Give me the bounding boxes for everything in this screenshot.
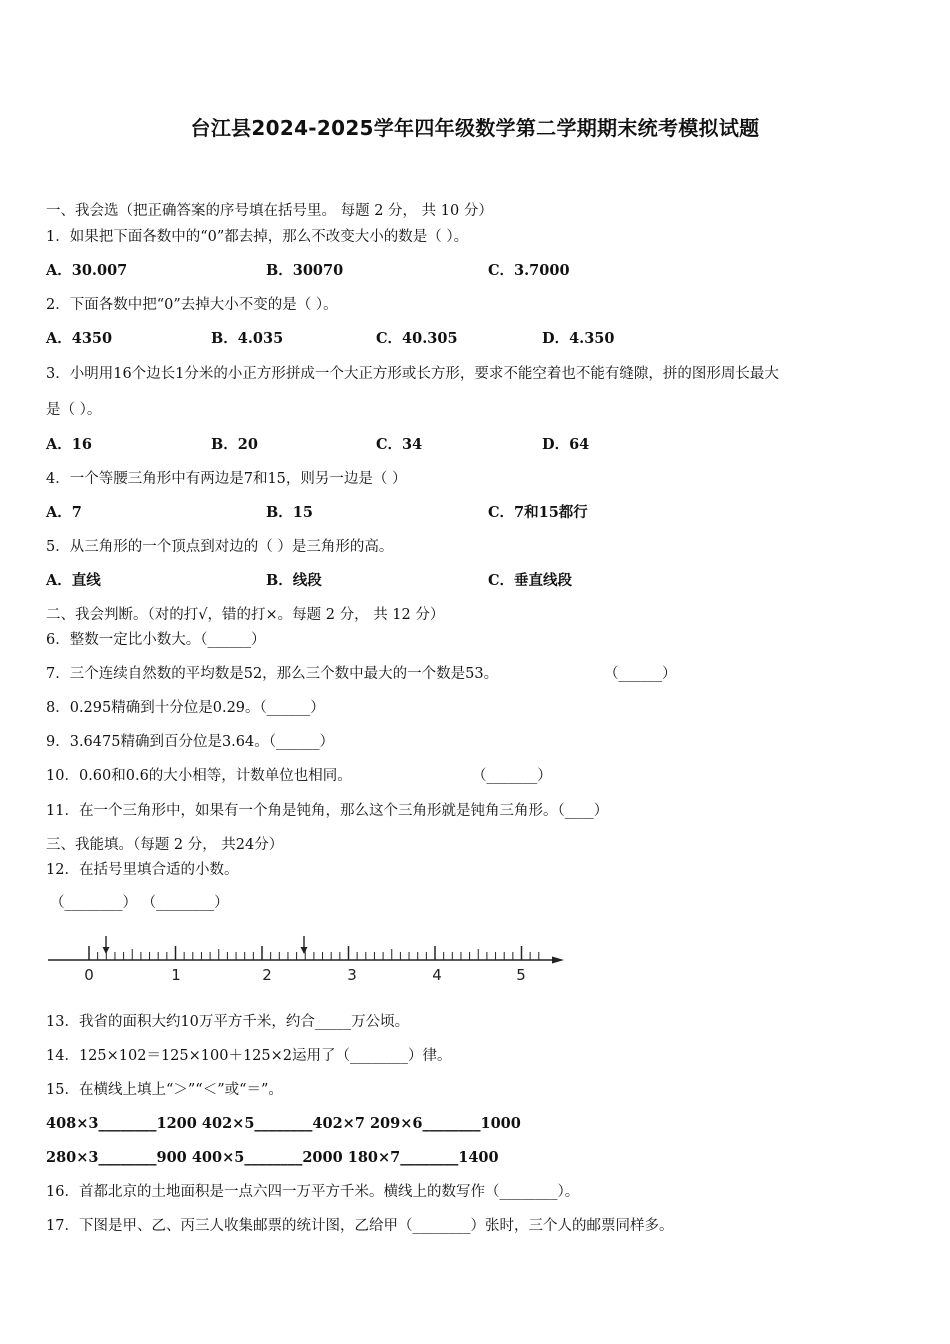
- question-15: 15．在横线上填上“＞”“＜”或“＝”。: [46, 1082, 283, 1098]
- tick-label-5: 5: [516, 966, 526, 984]
- q2-option-d: D．4.350: [542, 330, 615, 347]
- question-10-blank: （_______）: [472, 768, 552, 784]
- section-heading-fill: 三、我能填。（每题 2 分， 共24分）: [46, 837, 284, 853]
- q5-option-b: B．线段: [266, 572, 322, 589]
- question-13: 13．我省的面积大约10万平方千米，约合_____万公顷。: [46, 1014, 410, 1030]
- q1-option-b: B．30070: [266, 262, 344, 279]
- tick-label-1: 1: [171, 966, 181, 984]
- question-12-blanks: （________） （________）: [50, 895, 229, 911]
- question-15-row-2: 280×3________900 400×5________2000 180×7________1400: [46, 1149, 499, 1166]
- q2-option-a: A．4350: [46, 330, 113, 347]
- question-16: 16．首都北京的土地面积是一点六四一万平方千米。横线上的数写作（________）。: [46, 1184, 580, 1200]
- question-10: 10．0.60和0.6的大小相等，计数单位也相同。: [46, 768, 352, 784]
- question-7: 7．三个连续自然数的平均数是52，那么三个数中最大的一个数是53。: [46, 666, 499, 682]
- question-3-line2: 是（ ）。: [46, 402, 102, 418]
- question-17: 17．下图是甲、乙、丙三人收集邮票的统计图，乙给甲（________）张时，三个人的邮票同样多。: [46, 1218, 674, 1234]
- section-heading-choice: 一、我会选（把正确答案的序号填在括号里。 每题 2 分， 共 10 分）: [46, 203, 493, 219]
- question-8: 8．0.295精确到十分位是0.29。（______）: [46, 700, 325, 716]
- q3-option-c: C．34: [376, 436, 423, 453]
- question-4: 4．一个等腰三角形中有两边是7和15，则另一边是（ ）: [46, 471, 407, 487]
- section-heading-judge: 二、我会判断。（对的打√，错的打×。每题 2 分， 共 12 分）: [46, 607, 445, 623]
- q1-option-c: C．3.7000: [488, 262, 570, 279]
- q3-option-b: B．20: [211, 436, 258, 453]
- question-2: 2．下面各数中把“0”去掉大小不变的是（ ）。: [46, 297, 338, 313]
- pointer-arrow-1: [103, 936, 110, 954]
- page-title: 台江县2024-2025学年四年级数学第二学期期末统考模拟试题: [190, 116, 760, 140]
- tick-label-3: 3: [347, 966, 357, 984]
- question-1: 1．如果把下面各数中的“0”都去掉，那么不改变大小的数是（ ）。: [46, 229, 469, 245]
- q5-option-a: A．直线: [46, 572, 101, 589]
- q2-option-c: C．40.305: [376, 330, 458, 347]
- question-15-row-1: 408×3________1200 402×5________402×7 209×6________1000: [46, 1115, 521, 1132]
- q4-option-a: A．7: [46, 504, 82, 521]
- tick-label-2: 2: [262, 966, 272, 984]
- q2-option-b: B．4.035: [211, 330, 284, 347]
- q1-option-a: A．30.007: [46, 262, 128, 279]
- question-9: 9．3.6475精确到百分位是3.64。（______）: [46, 734, 334, 750]
- question-12: 12．在括号里填合适的小数。: [46, 862, 239, 878]
- question-7-blank: （______）: [604, 666, 677, 682]
- question-6: 6．整数一定比小数大。（______）: [46, 632, 266, 648]
- question-5: 5．从三角形的一个顶点到对边的（ ）是三角形的高。: [46, 539, 394, 555]
- number-line: [46, 930, 570, 986]
- q4-option-c: C．7和15都行: [488, 504, 588, 521]
- number-line-ticks: [89, 946, 539, 960]
- tick-label-4: 4: [432, 966, 442, 984]
- q4-option-b: B．15: [266, 504, 313, 521]
- q3-option-a: A．16: [46, 436, 92, 453]
- pointer-arrow-2: [301, 936, 308, 954]
- q3-option-d: D．64: [542, 436, 590, 453]
- question-11: 11．在一个三角形中，如果有一个角是钝角，那么这个三角形就是钝角三角形。（____）: [46, 803, 609, 819]
- question-3-line1: 3．小明用16个边长1分米的小正方形拼成一个大正方形或长方形，要求不能空着也不能有缝隙，拼的图形周长最大: [46, 366, 779, 382]
- q5-option-c: C．垂直线段: [488, 572, 573, 589]
- tick-label-0: 0: [84, 966, 94, 984]
- number-line-arrow: [552, 957, 564, 964]
- question-14: 14．125×102＝125×100＋125×2运用了（________）律。: [46, 1048, 452, 1064]
